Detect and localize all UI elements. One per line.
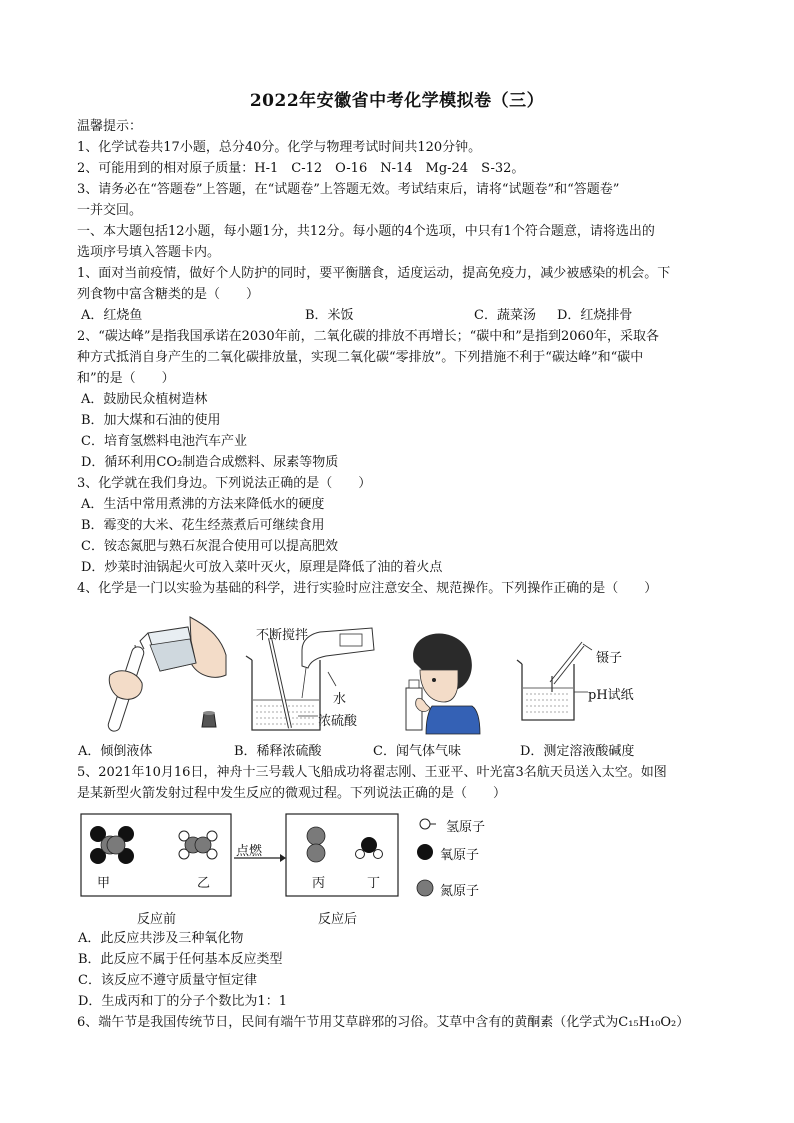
stir-label: 不断搅拌	[256, 628, 309, 643]
q5-option-b: B．此反应不属于任何基本反应类型	[78, 952, 283, 967]
q4-option-a: A．倾倒液体	[78, 744, 153, 759]
legend-hydrogen: 氢原子	[446, 820, 486, 835]
q1-option-b: B．米饭	[305, 308, 354, 323]
question-5-stem: 是某新型火箭发射过程中发生反应的微观过程。下列说法正确的是（ ）	[77, 786, 507, 801]
reactant-yi-label: 乙	[197, 876, 211, 891]
q4-option-c: C．闻气体气味	[373, 744, 461, 759]
ph-test-figure	[512, 636, 602, 726]
smell-gas-figure	[392, 630, 482, 735]
product-bing-label: 丙	[312, 876, 326, 891]
q3-option-d: D．炒菜时油锅起火可放入菜叶灭火，原理是降低了油的着火点	[81, 560, 443, 575]
notice-item: 一并交回。	[77, 203, 143, 218]
page-title: 2022年安徽省中考化学模拟卷（三）	[249, 91, 545, 111]
q2-option-d: D．循环利用CO₂制造合成燃料、尿素等物质	[81, 455, 339, 470]
notice-heading: 温馨提示：	[77, 119, 143, 134]
legend-oxygen: 氧原子	[440, 848, 480, 863]
notice-item: 2、可能用到的相对原子质量：H-1 C-12 O-16 N-14 Mg-24 S-32。	[77, 161, 525, 176]
section-instruction: 选项序号填入答题卡内。	[77, 245, 221, 260]
q3-option-a: A．生活中常用煮沸的方法来降低水的硬度	[81, 497, 325, 512]
ignite-label: 点燃	[236, 844, 263, 859]
water-label: 水	[333, 692, 347, 707]
q1-option-c: C．蔬菜汤	[474, 308, 536, 323]
q2-option-b: B．加大煤和石油的使用	[81, 413, 221, 428]
question-4-stem: 4、化学是一门以实验为基础的科学，进行实验时应注意安全、规范操作。下列操作正确的是（ ）	[77, 581, 658, 596]
q4-option-d: D．测定溶液酸碱度	[520, 744, 635, 759]
question-2-stem: 种方式抵消自身产生的二氧化碳排放量，实现二氧化碳“零排放”。下列措施不利于“碳达峰”和“碳中	[77, 350, 644, 365]
q2-option-a: A．鼓励民众植树造林	[81, 392, 208, 407]
notice-item: 3、请务必在“答题卷”上答题，在“试题卷”上答题无效。考试结束后，请将“试题卷”和“答题卷”	[77, 182, 620, 197]
question-2-stem: 2、“碳达峰”是指我国承诺在2030年前，二氧化碳的排放不再增长；“碳中和”是指到2060年，采取各	[77, 329, 660, 344]
q1-option-d: D．红烧排骨	[557, 308, 633, 323]
legend-nitrogen: 氮原子	[440, 884, 480, 899]
ph-paper-label: pH试纸	[588, 688, 634, 703]
q3-option-b: B．霉变的大米、花生经蒸煮后可继续食用	[81, 518, 325, 533]
reaction-diagram	[80, 810, 500, 906]
section-instruction: 一、本大题包括12小题，每小题1分，共12分。每小题的4个选项，中只有1个符合题意，请将选出的	[77, 224, 655, 239]
q5-option-c: C．该反应不遵守质量守恒定律	[78, 973, 257, 988]
product-ding-label: 丁	[367, 876, 381, 891]
tweezers-label: 镊子	[596, 651, 623, 666]
q4-option-b: B．稀释浓硫酸	[234, 744, 322, 759]
question-3-stem: 3、化学就在我们身边。下列说法正确的是（ ）	[77, 476, 372, 491]
question-1-stem: 1、面对当前疫情，做好个人防护的同时，要平衡膳食，适度运动，提高免疫力，减少被感染的机会。下	[77, 266, 671, 281]
question-1-stem: 列食物中富含糖类的是（ ）	[77, 287, 260, 302]
notice-item: 1、化学试卷共17小题，总分40分。化学与物理考试时间共120分钟。	[77, 140, 482, 155]
after-reaction-label: 反应后	[318, 912, 358, 927]
question-2-stem: 和”的是（ ）	[77, 371, 175, 386]
before-reaction-label: 反应前	[137, 912, 177, 927]
q2-option-c: C．培育氢燃料电池汽车产业	[81, 434, 247, 449]
pour-liquid-figure	[80, 605, 230, 735]
q5-option-d: D．生成丙和丁的分子个数比为1：1	[78, 994, 287, 1009]
acid-label: 浓硫酸	[318, 714, 358, 729]
q3-option-c: C．铵态氮肥与熟石灰混合使用可以提高肥效	[81, 539, 338, 554]
q1-option-a: A．红烧鱼	[81, 308, 143, 323]
question-5-stem: 5、2021年10月16日，神舟十三号载人飞船成功将翟志刚、王亚平、叶光富3名航天员送入太空。如图	[77, 765, 667, 780]
q5-option-a: A．此反应共涉及三种氧化物	[78, 931, 244, 946]
reactant-jia-label: 甲	[97, 876, 111, 891]
question-6-stem: 6、端午节是我国传统节日，民间有端午节用艾草辟邪的习俗。艾草中含有的黄酮素（化学式为C₁₅H₁₀O₂）	[77, 1015, 690, 1030]
